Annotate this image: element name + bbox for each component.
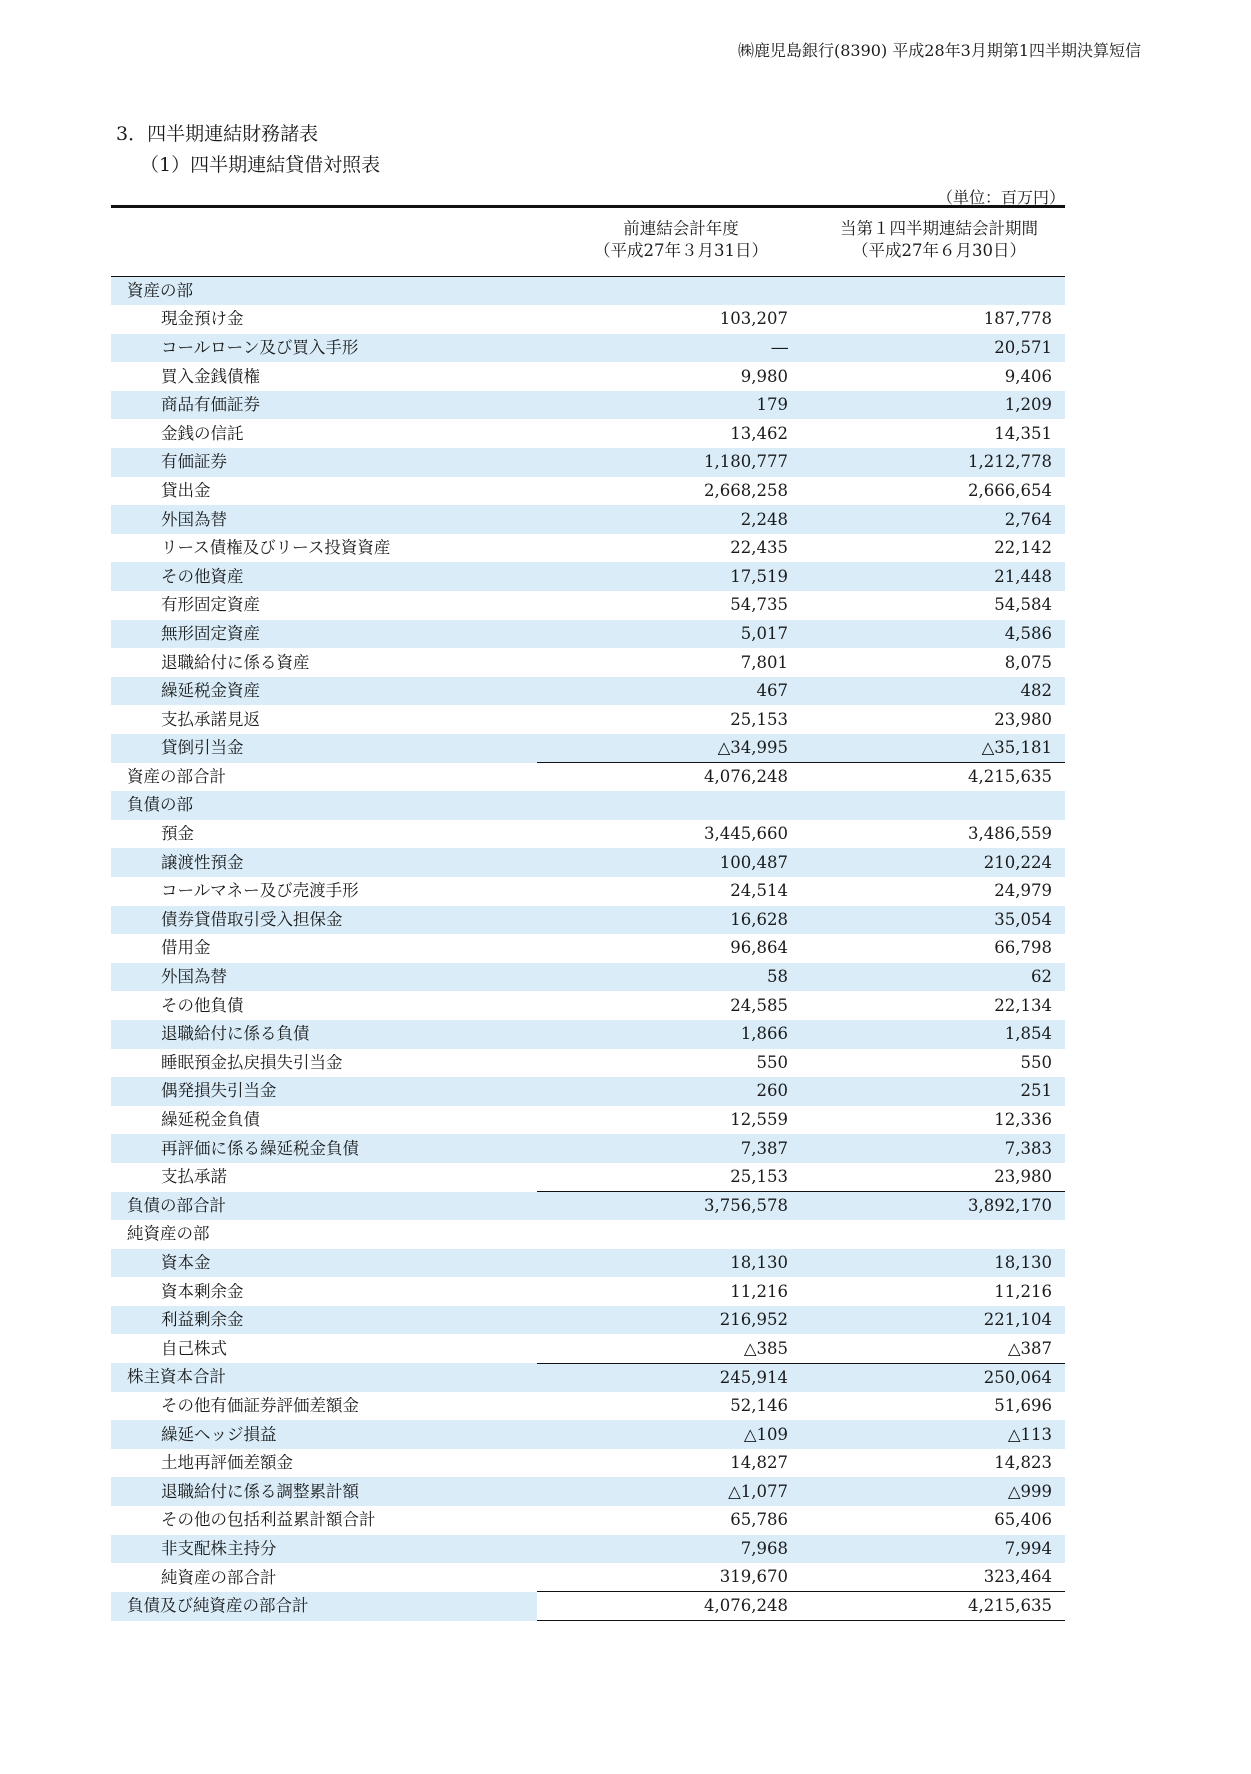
value-prev: △109 — [537, 1420, 801, 1449]
value-curr: 7,383 — [801, 1134, 1065, 1163]
value-curr: △387 — [1007, 1338, 1052, 1358]
row-label: 無形固定資産 — [111, 620, 537, 649]
row-label: 有価証券 — [111, 448, 537, 477]
value-curr: 21,448 — [801, 562, 1065, 591]
value-prev: 1,180,777 — [537, 448, 801, 477]
value-prev: 58 — [537, 963, 801, 992]
row-label: 利益剰余金 — [111, 1306, 537, 1335]
value-curr: 1,209 — [801, 391, 1065, 420]
table-row — [111, 448, 1065, 477]
table-row — [111, 1535, 1065, 1564]
table-row — [111, 1334, 1065, 1363]
value-curr: 24,979 — [994, 881, 1052, 901]
value-curr: 20,571 — [801, 334, 1065, 363]
value-prev: 11,216 — [730, 1281, 788, 1301]
value-prev: 550 — [756, 1052, 788, 1072]
row-label: コールマネー及び売渡手形 — [161, 881, 359, 901]
header-label-cell — [111, 207, 537, 277]
table-row — [111, 1506, 1065, 1535]
value-prev: 54,735 — [730, 595, 788, 615]
value-curr: 4,215,635 — [801, 763, 1065, 792]
value-curr: 11,216 — [994, 1281, 1052, 1301]
value-curr: 18,130 — [801, 1249, 1065, 1278]
value-prev: 3,756,578 — [537, 1192, 801, 1221]
table-row — [111, 305, 1065, 334]
value-curr: 1,854 — [801, 1020, 1065, 1049]
value-prev: 2,668,258 — [704, 480, 788, 500]
value-curr: 9,406 — [1004, 366, 1052, 386]
table-row — [111, 991, 1065, 1020]
value-prev: 24,585 — [730, 995, 788, 1015]
row-label: 支払承諾 — [161, 1167, 227, 1187]
table-row — [111, 591, 1065, 620]
table-header-row — [111, 207, 1065, 277]
row-label: 貸出金 — [161, 480, 211, 500]
row-label: 譲渡性預金 — [111, 848, 537, 877]
value-prev: 3,445,660 — [704, 824, 788, 844]
column-header-prev-date: （平成27年３月31日） — [594, 241, 768, 260]
row-label: コールローン及び買入手形 — [111, 334, 537, 363]
value-curr: 23,980 — [994, 1166, 1052, 1186]
table-row — [111, 1477, 1065, 1506]
table-row — [111, 362, 1065, 391]
table-row — [111, 1020, 1065, 1049]
balance-sheet-table — [111, 205, 1065, 1621]
value-curr: 12,336 — [994, 1110, 1052, 1130]
value-prev: 216,952 — [537, 1306, 801, 1335]
table-row — [111, 1249, 1065, 1278]
column-header-curr-date: （平成27年６月30日） — [852, 241, 1026, 260]
table-row — [111, 419, 1065, 448]
value-curr: 2,666,654 — [968, 480, 1052, 500]
table-row — [111, 734, 1065, 763]
value-curr: 550 — [1020, 1052, 1052, 1072]
value-prev: 260 — [537, 1077, 801, 1106]
table-row — [111, 391, 1065, 420]
value-prev: 52,146 — [730, 1395, 788, 1415]
value-curr: 250,064 — [801, 1363, 1065, 1392]
value-prev: 1,866 — [537, 1020, 801, 1049]
value-prev — [537, 791, 801, 820]
table-row — [111, 1220, 1065, 1249]
value-curr: 35,054 — [801, 906, 1065, 935]
value-curr: 221,104 — [801, 1306, 1065, 1335]
row-label: 繰延税金負債 — [161, 1110, 260, 1130]
value-curr — [801, 791, 1065, 820]
table-row — [111, 677, 1065, 706]
table-row — [111, 1134, 1065, 1163]
value-curr: 482 — [801, 677, 1065, 706]
document-header: ㈱鹿児島銀行(8390) 平成28年3月期第1四半期決算短信 — [737, 41, 1141, 60]
row-label: 資産の部 — [111, 277, 537, 306]
table-row — [111, 1363, 1065, 1392]
row-label: 偶発損失引当金 — [111, 1077, 537, 1106]
value-curr: 14,351 — [994, 423, 1052, 443]
value-curr: 4,586 — [801, 620, 1065, 649]
value-prev — [537, 277, 801, 306]
value-curr: 210,224 — [801, 848, 1065, 877]
table-row — [111, 1192, 1065, 1221]
row-label: 資本剰余金 — [161, 1281, 244, 1301]
value-prev: 7,968 — [537, 1535, 801, 1564]
value-curr: 65,406 — [994, 1510, 1052, 1530]
table-row — [111, 620, 1065, 649]
table-row — [111, 1563, 1065, 1592]
column-header-curr — [801, 207, 1065, 277]
value-prev: 179 — [537, 391, 801, 420]
table-row — [111, 1420, 1065, 1449]
table-row — [111, 934, 1065, 963]
table-row — [111, 963, 1065, 992]
value-curr — [801, 277, 1065, 306]
value-curr: 22,142 — [994, 538, 1052, 558]
value-prev: 22,435 — [730, 538, 788, 558]
value-curr: 54,584 — [994, 595, 1052, 615]
table-row — [111, 848, 1065, 877]
value-prev — [537, 1220, 801, 1249]
row-label: 繰延税金資産 — [111, 677, 537, 706]
row-label: 有形固定資産 — [161, 595, 260, 615]
value-prev: 17,519 — [537, 562, 801, 591]
table-row — [111, 334, 1065, 363]
column-header-curr-title: 当第１四半期連結会計期間 — [840, 219, 1038, 238]
row-label: 資本金 — [111, 1249, 537, 1278]
unit-label: （単位：百万円） — [936, 188, 1065, 207]
value-prev: △385 — [743, 1338, 788, 1358]
table-row — [111, 763, 1065, 792]
row-label: その他有価証券評価差額金 — [161, 1395, 359, 1415]
value-curr — [801, 1220, 1065, 1249]
row-label: 金銭の信託 — [161, 423, 244, 443]
row-label: 再評価に係る繰延税金負債 — [111, 1134, 537, 1163]
value-curr: 23,980 — [994, 709, 1052, 729]
table-row — [111, 1049, 1065, 1078]
row-label: 非支配株主持分 — [111, 1535, 537, 1564]
value-curr: 8,075 — [1004, 652, 1052, 672]
table-row — [111, 505, 1065, 534]
value-prev: 7,801 — [740, 652, 788, 672]
table-row — [111, 1449, 1065, 1478]
table-row — [111, 1106, 1065, 1135]
section-title: 3．四半期連結財務諸表 — [116, 123, 319, 145]
value-prev: 14,827 — [730, 1453, 788, 1473]
value-curr: △113 — [801, 1420, 1065, 1449]
table-row — [111, 1592, 1065, 1621]
row-label: 外国為替 — [111, 963, 537, 992]
row-label: 商品有価証券 — [111, 391, 537, 420]
value-prev: 25,153 — [730, 709, 788, 729]
column-header-prev — [537, 207, 801, 277]
value-curr: 3,486,559 — [968, 824, 1052, 844]
table-row — [111, 477, 1065, 506]
value-curr: 1,212,778 — [801, 448, 1065, 477]
row-label: 退職給付に係る資産 — [161, 652, 310, 672]
subsection-title: （1）四半期連結貸借対照表 — [140, 154, 381, 176]
table-row — [111, 820, 1065, 849]
row-label: その他負債 — [161, 995, 244, 1015]
row-label: 貸倒引当金 — [111, 734, 537, 763]
value-curr: 2,764 — [801, 505, 1065, 534]
table-row — [111, 1277, 1065, 1306]
value-curr: 51,696 — [994, 1395, 1052, 1415]
row-label: 純資産の部合計 — [161, 1567, 277, 1587]
value-prev: 12,559 — [730, 1110, 788, 1130]
row-label: 外国為替 — [111, 505, 537, 534]
value-prev: △34,995 — [537, 734, 801, 763]
value-curr: 7,994 — [801, 1535, 1065, 1564]
value-curr: △35,181 — [801, 734, 1065, 763]
value-prev: 7,387 — [537, 1134, 801, 1163]
value-curr: 323,464 — [983, 1567, 1052, 1587]
table-row — [111, 1306, 1065, 1335]
row-label: 純資産の部 — [127, 1224, 210, 1244]
value-curr: 4,215,635 — [801, 1592, 1065, 1621]
table-row — [111, 648, 1065, 677]
table-row — [111, 1077, 1065, 1106]
row-label: 預金 — [161, 824, 194, 844]
value-curr: 22,134 — [994, 995, 1052, 1015]
value-prev: 467 — [537, 677, 801, 706]
value-curr: 187,778 — [983, 309, 1052, 329]
column-header-prev-title: 前連結会計年度 — [623, 219, 739, 238]
table-row — [111, 1392, 1065, 1421]
value-curr: 62 — [801, 963, 1065, 992]
row-label: 借用金 — [161, 938, 211, 958]
value-curr: 66,798 — [994, 938, 1052, 958]
table-row — [111, 1163, 1065, 1192]
table-row — [111, 534, 1065, 563]
value-curr: 3,892,170 — [801, 1192, 1065, 1221]
row-label: その他の包括利益累計額合計 — [161, 1510, 376, 1530]
row-label: 負債及び純資産の部合計 — [111, 1592, 537, 1621]
value-prev: 103,207 — [719, 309, 788, 329]
row-label: 睡眠預金払戻損失引当金 — [161, 1052, 343, 1072]
value-prev: △1,077 — [537, 1477, 801, 1506]
value-prev: 4,076,248 — [537, 763, 801, 792]
value-prev: 245,914 — [537, 1363, 801, 1392]
value-prev: 319,670 — [719, 1567, 788, 1587]
value-prev: 18,130 — [537, 1249, 801, 1278]
row-label: 退職給付に係る負債 — [111, 1020, 537, 1049]
row-label: 負債の部 — [111, 791, 537, 820]
value-prev: 25,153 — [730, 1166, 788, 1186]
row-label: 自己株式 — [161, 1338, 227, 1358]
value-prev: 65,786 — [730, 1510, 788, 1530]
value-prev: 5,017 — [537, 620, 801, 649]
row-label: 現金預け金 — [161, 309, 244, 329]
value-prev: 16,628 — [537, 906, 801, 935]
table-row — [111, 906, 1065, 935]
value-prev: ― — [537, 334, 801, 363]
table-body — [111, 277, 1065, 1621]
row-label: 株主資本合計 — [111, 1363, 537, 1392]
value-curr: 251 — [801, 1077, 1065, 1106]
row-label: リース債権及びリース投資資産 — [161, 538, 391, 558]
value-prev: 9,980 — [740, 366, 788, 386]
table-row — [111, 791, 1065, 820]
value-prev: 13,462 — [730, 423, 788, 443]
row-label: その他資産 — [111, 562, 537, 591]
value-prev: 2,248 — [537, 505, 801, 534]
row-label: 債券貸借取引受入担保金 — [111, 906, 537, 935]
row-label: 支払承諾見返 — [161, 709, 260, 729]
value-curr: △999 — [801, 1477, 1065, 1506]
table-row — [111, 277, 1065, 306]
value-curr: 14,823 — [994, 1453, 1052, 1473]
value-prev: 96,864 — [730, 938, 788, 958]
table-row — [111, 877, 1065, 906]
value-prev: 4,076,248 — [537, 1592, 801, 1621]
row-label: 繰延ヘッジ損益 — [111, 1420, 537, 1449]
row-label: 退職給付に係る調整累計額 — [111, 1477, 537, 1506]
row-label: 資産の部合計 — [127, 766, 226, 786]
table-row — [111, 705, 1065, 734]
value-prev: 100,487 — [537, 848, 801, 877]
value-prev: 24,514 — [730, 881, 788, 901]
row-label: 負債の部合計 — [111, 1192, 537, 1221]
table-row — [111, 562, 1065, 591]
row-label: 土地再評価差額金 — [161, 1453, 293, 1473]
row-label: 買入金銭債権 — [161, 366, 260, 386]
